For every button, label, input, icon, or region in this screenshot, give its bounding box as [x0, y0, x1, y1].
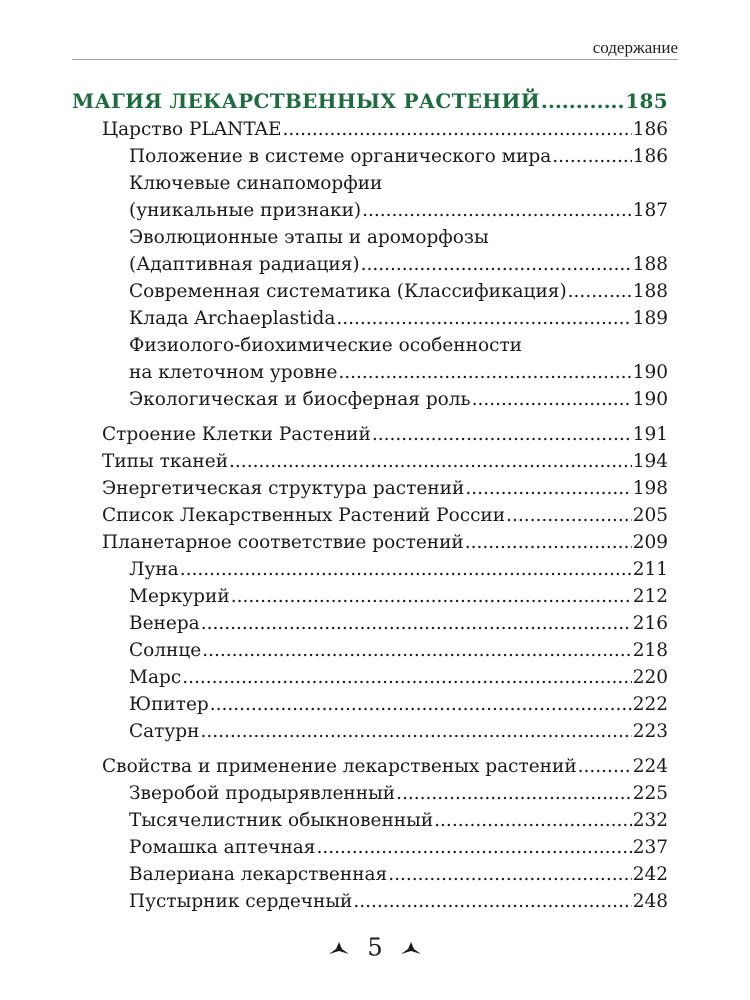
arrow-ornament-icon: [400, 941, 422, 955]
toc-entry-title: Валериана лекарственная: [129, 864, 388, 885]
toc-entry-title-line2: на клеточном уровне: [129, 362, 338, 383]
leader-dots: [465, 475, 631, 502]
toc-entry-planet[interactable]: [72, 610, 668, 637]
toc-entry-title: Марс: [129, 667, 182, 688]
leader-dots: [316, 834, 631, 861]
arrow-ornament-icon: [328, 941, 350, 955]
leader-dots: [465, 529, 632, 556]
toc-entry-title: Список Лекарственных Растений России: [102, 505, 506, 526]
leader-dots: [283, 116, 632, 143]
toc-entry-planet[interactable]: [72, 664, 668, 691]
toc-entry-title: МАГИЯ ЛЕКАРСТВЕННЫХ РАСТЕНИЙ: [72, 89, 540, 113]
leader-dots: [362, 197, 632, 224]
toc-entry-title-line2: (уникальные признаки): [129, 200, 362, 221]
leader-dots: [568, 278, 632, 305]
toc-entry-plantae[interactable]: [72, 116, 668, 143]
toc-entry-title: Положение в системе органического мира: [129, 146, 552, 167]
toc-entry-title: Царство PLANTAE: [102, 119, 282, 140]
toc-entry-section[interactable]: [72, 529, 668, 556]
toc-entry-page: 218: [632, 640, 668, 661]
toc-entry-herb[interactable]: [72, 780, 668, 807]
toc-entry-title-line2: (Адаптивная радиация): [129, 254, 360, 275]
toc-entry[interactable]: [72, 143, 668, 170]
toc-entry-page: 242: [632, 864, 668, 885]
toc-entry-page: 188: [632, 281, 668, 302]
leader-dots: [434, 807, 632, 834]
leader-dots: [578, 753, 632, 780]
toc-entry-planet[interactable]: [72, 637, 668, 664]
toc-entry-section[interactable]: [72, 448, 668, 475]
toc-entry-page: 186: [632, 146, 668, 167]
leader-dots: [396, 780, 632, 807]
toc-entry-title: Энергетическая структура растений: [102, 478, 465, 499]
toc-entry-page: 222: [632, 694, 668, 715]
toc-entry-title: Клада Archaeplastida: [129, 308, 336, 329]
toc-entry-physiology[interactable]: [72, 332, 668, 386]
toc-entry-title: Пустырник сердечный: [129, 891, 353, 912]
toc-entry-page: 216: [632, 613, 668, 634]
leader-dots: [361, 251, 632, 278]
toc-entry-title-line1: Физиолого-биохимические особенности: [129, 335, 523, 356]
toc-entry-page: 248: [632, 891, 668, 912]
leader-dots: [231, 583, 632, 610]
toc-entry-page: 237: [632, 837, 668, 858]
toc-entry-planet[interactable]: [72, 691, 668, 718]
leader-dots: [180, 556, 632, 583]
toc-entry-title: Свойства и применение лекарственых растений: [102, 756, 577, 777]
toc-entry-page: 190: [632, 362, 668, 383]
toc-entry-page: 194: [632, 451, 668, 472]
toc-entry-section[interactable]: [72, 421, 668, 448]
leader-dots: [472, 386, 632, 413]
toc-entry-page: 223: [632, 721, 668, 742]
leader-dots: [353, 888, 631, 915]
running-header-title: содержание: [592, 38, 678, 57]
toc-entry-herb[interactable]: [72, 861, 668, 888]
toc-entry-page: 186: [632, 119, 668, 140]
toc-entry-section[interactable]: [72, 475, 668, 502]
toc-entry-herb[interactable]: [72, 807, 668, 834]
toc-entry-title: Тысячелистник обыкновенный: [129, 810, 434, 831]
leader-dots: [229, 448, 632, 475]
leader-dots: [552, 143, 631, 170]
page-number: 5: [367, 933, 383, 962]
toc-entry-evolution[interactable]: [72, 224, 668, 278]
toc-entry-planet[interactable]: [72, 718, 668, 745]
toc-entry-title: Типы тканей: [102, 451, 229, 472]
toc-entry-page: 220: [632, 667, 668, 688]
toc-entry-page: 191: [632, 424, 668, 445]
toc-entry-page: 187: [632, 200, 668, 221]
toc-entry-page: 225: [632, 783, 668, 804]
leader-dots: [506, 502, 632, 529]
toc-entry-title: Строение Клетки Растений: [102, 424, 371, 445]
toc-entry-page: 212: [632, 586, 668, 607]
toc-entry-synapomorphies[interactable]: [72, 170, 668, 224]
table-of-contents: [72, 86, 668, 915]
leader-dots: [202, 637, 631, 664]
toc-entry-title: Планетарное соответствие ростений: [102, 532, 464, 553]
toc-entry-page: 211: [632, 559, 668, 580]
toc-entry-page: 188: [632, 254, 668, 275]
leader-dots: [541, 86, 624, 116]
toc-entry-page: 209: [632, 532, 668, 553]
toc-entry-main[interactable]: [72, 86, 668, 116]
leader-dots: [200, 718, 631, 745]
toc-entry-title: Меркурий: [129, 586, 230, 607]
toc-entry-title: Сатурн: [129, 721, 200, 742]
toc-entry-title-line1: Эволюционные этапы и ароморфозы: [129, 227, 489, 248]
toc-entry-page: 198: [632, 478, 668, 499]
toc-entry-title: Зверобой продырявленный: [129, 783, 396, 804]
leader-dots: [372, 421, 632, 448]
toc-entry-title-line1: Ключевые синапоморфии: [129, 173, 383, 194]
toc-entry-title: Венера: [129, 613, 200, 634]
leader-dots: [182, 664, 632, 691]
running-header: [72, 40, 678, 56]
toc-entry-section[interactable]: [72, 502, 668, 529]
toc-entry-title: Экологическая и биосферная роль: [129, 389, 471, 410]
leader-dots: [336, 305, 631, 332]
toc-entry-page: 189: [632, 308, 668, 329]
toc-entry-herb[interactable]: [72, 834, 668, 861]
leader-dots: [388, 861, 631, 888]
page-folio: [0, 932, 750, 962]
header-rule: [72, 59, 678, 60]
toc-entry-ecology[interactable]: [72, 386, 668, 413]
toc-entry-page: 224: [632, 756, 668, 777]
toc-entry-herb[interactable]: [72, 888, 668, 915]
toc-entry-title: Солнце: [129, 640, 202, 661]
toc-entry-page: 232: [632, 810, 668, 831]
toc-entry[interactable]: [72, 305, 668, 332]
toc-entry[interactable]: [72, 278, 668, 305]
toc-entry-title: Юпитер: [129, 694, 209, 715]
toc-entry-title: Ромашка аптечная: [129, 837, 316, 858]
toc-entry-properties[interactable]: [72, 753, 668, 780]
toc-entry-planet[interactable]: [72, 556, 668, 583]
toc-entry-page: 205: [632, 505, 668, 526]
toc-entry-title: Луна: [129, 559, 179, 580]
toc-entry-title: Современная систематика (Классификация): [129, 281, 567, 302]
toc-entry-page: 190: [632, 389, 668, 410]
leader-dots: [338, 359, 631, 386]
leader-dots: [201, 610, 632, 637]
toc-entry-planet[interactable]: [72, 583, 668, 610]
leader-dots: [210, 691, 632, 718]
toc-entry-page: 185: [625, 89, 668, 113]
